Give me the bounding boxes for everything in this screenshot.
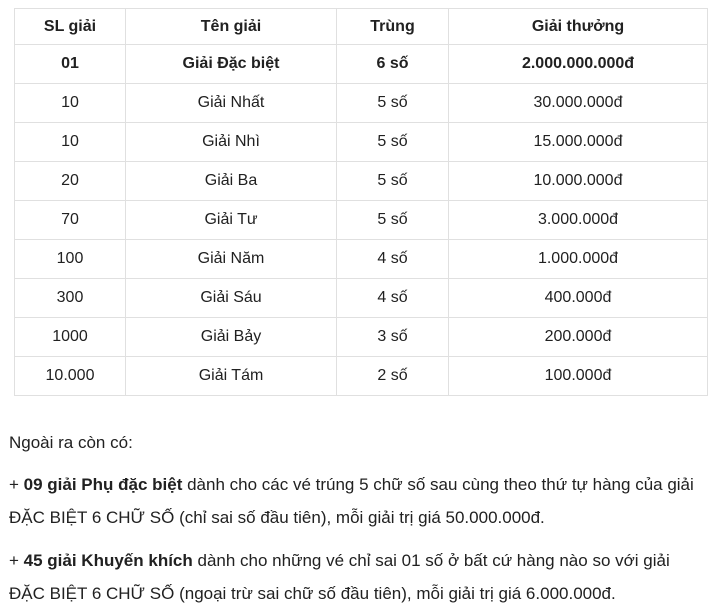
table-cell: Giải Tám xyxy=(126,357,337,396)
table-cell: 400.000đ xyxy=(449,279,708,318)
table-row xyxy=(15,45,708,84)
note-prefix: + xyxy=(9,551,24,570)
table-cell: 30.000.000đ xyxy=(449,84,708,123)
table-cell: Giải Nhì xyxy=(126,123,337,162)
note-bold-label: 09 giải Phụ đặc biệt xyxy=(23,475,183,494)
table-row xyxy=(15,84,708,123)
table-cell: 2.000.000.000đ xyxy=(449,45,708,84)
note-text: dành cho những vé chỉ sai 01 số ở bất cứ hàng nào so với giải ĐẶC BIỆT 6 CHỮ SỐ (ngoại trừ sai chữ số đầu tiên), mỗi giải trị giá 6.000.000đ. xyxy=(9,551,670,603)
table-cell: 10 xyxy=(15,84,126,123)
prize-structure-table xyxy=(14,8,708,396)
table-cell: 01 xyxy=(15,45,126,84)
column-header: Giải thưởng xyxy=(449,9,708,45)
column-header: Tên giải xyxy=(126,9,337,45)
table-row xyxy=(15,318,708,357)
column-header: Trùng xyxy=(337,9,449,45)
table-cell: 1.000.000đ xyxy=(449,240,708,279)
table-cell: 1000 xyxy=(15,318,126,357)
table-row xyxy=(15,162,708,201)
table-cell: 20 xyxy=(15,162,126,201)
table-cell: Giải Đặc biệt xyxy=(126,45,337,84)
table-row xyxy=(15,240,708,279)
table-row xyxy=(15,357,708,396)
table-cell: 15.000.000đ xyxy=(449,123,708,162)
table-row xyxy=(15,279,708,318)
table-cell: Giải Nhất xyxy=(126,84,337,123)
table-cell: 5 số xyxy=(337,162,449,201)
table-row xyxy=(15,123,708,162)
note-prefix: + xyxy=(9,475,24,494)
table-cell: 70 xyxy=(15,201,126,240)
table-cell: 10.000 xyxy=(15,357,126,396)
table-cell: Giải Bảy xyxy=(126,318,337,357)
additional-prizes-notes xyxy=(9,426,706,610)
table-row xyxy=(15,201,708,240)
note-bold-label: 45 giải Khuyến khích xyxy=(23,551,193,570)
note-text: dành cho các vé trúng 5 chữ số sau cùng theo thứ tự hàng của giải ĐẶC BIỆT 6 CHỮ SỐ (chỉ sai số đầu tiên), mỗi giải trị giá 50.000.000đ. xyxy=(9,475,694,527)
table-cell: 4 số xyxy=(337,279,449,318)
table-header-row xyxy=(15,9,708,45)
table-cell: 6 số xyxy=(337,45,449,84)
table-cell: Giải Tư xyxy=(126,201,337,240)
table-cell: 10.000.000đ xyxy=(449,162,708,201)
note-item xyxy=(9,544,706,610)
table-cell: 2 số xyxy=(337,357,449,396)
table-cell: 10 xyxy=(15,123,126,162)
table-cell: 100.000đ xyxy=(449,357,708,396)
table-cell: 100 xyxy=(15,240,126,279)
table-cell: 300 xyxy=(15,279,126,318)
table-cell: 5 số xyxy=(337,123,449,162)
table-cell: 3.000.000đ xyxy=(449,201,708,240)
table-cell: 5 số xyxy=(337,201,449,240)
table-cell: Giải Sáu xyxy=(126,279,337,318)
table-cell: 5 số xyxy=(337,84,449,123)
table-cell: 200.000đ xyxy=(449,318,708,357)
table-cell: 4 số xyxy=(337,240,449,279)
table-cell: Giải Ba xyxy=(126,162,337,201)
column-header: SL giải xyxy=(15,9,126,45)
table-cell: 3 số xyxy=(337,318,449,357)
note-item xyxy=(9,468,706,534)
table-cell: Giải Năm xyxy=(126,240,337,279)
notes-intro: Ngoài ra còn có: xyxy=(9,433,133,452)
